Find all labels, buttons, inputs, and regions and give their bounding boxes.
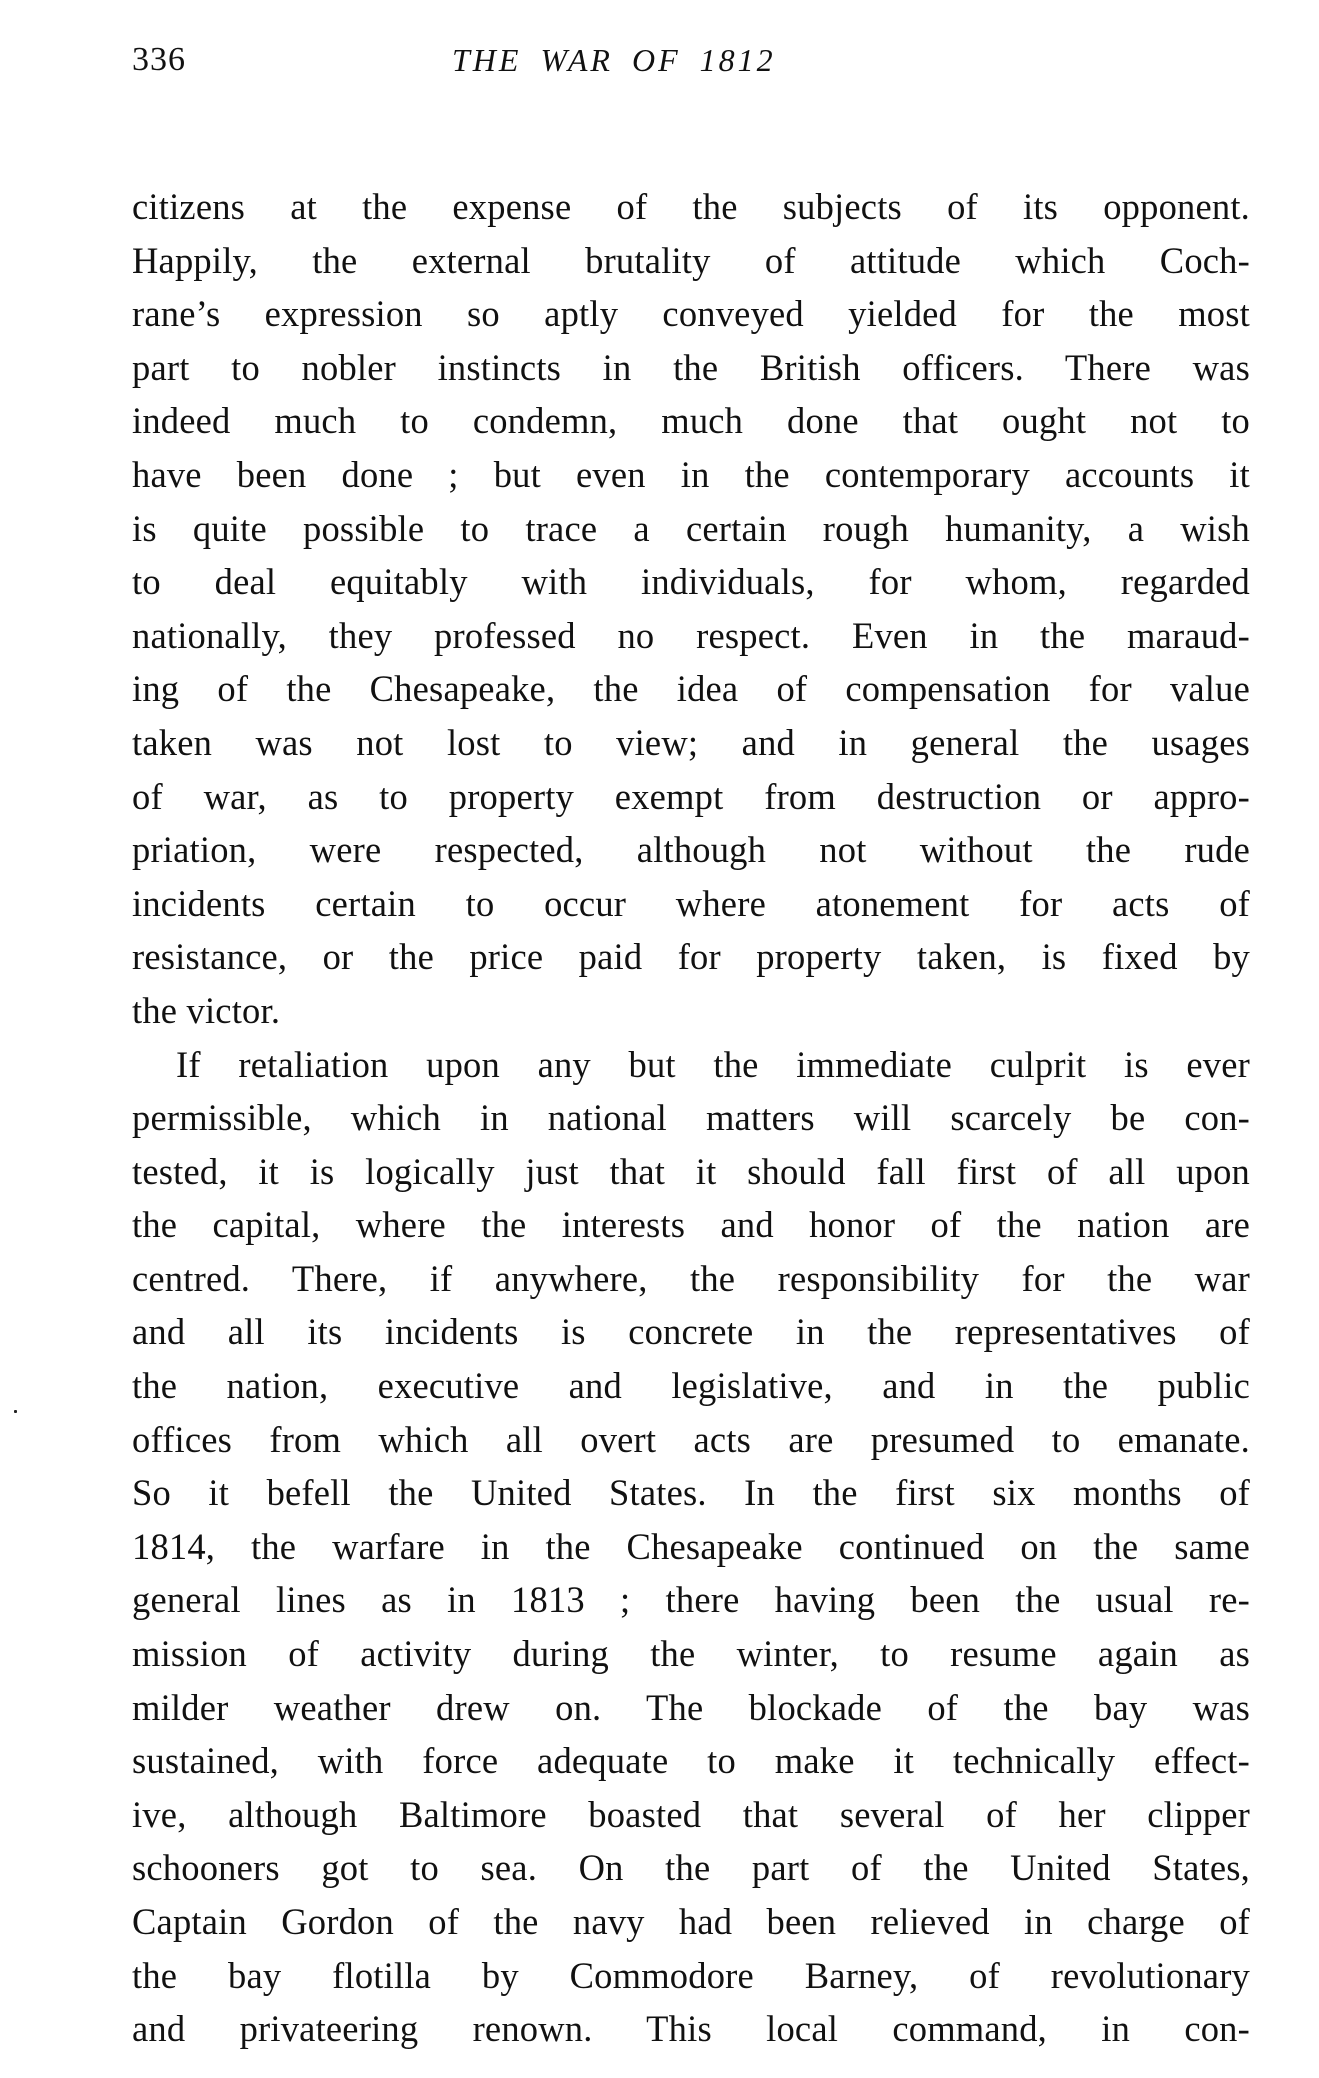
text-line: offices from which all overt acts are presumed to emanate. — [132, 1418, 1250, 1460]
text-line: to deal equitably with individuals, for whom, regarded — [132, 561, 1250, 603]
text-line: mission of activity during the winter, to resume again as — [132, 1633, 1250, 1675]
text-line: schooners got to sea. On the part of the United States, — [132, 1847, 1250, 1889]
text-line: taken was not lost to view; and in general the usages — [132, 721, 1250, 763]
paragraph-1 — [132, 180, 1250, 1038]
text-line: So it befell the United States. In the first six months of — [132, 1472, 1250, 1514]
text-line: incidents certain to occur where atonement for acts of — [132, 882, 1250, 924]
text-line: indeed much to condemn, much done that ought not to — [132, 400, 1250, 442]
text-line: of war, as to property exempt from destruction or appro- — [132, 775, 1250, 817]
running-title: THE WAR OF 1812 — [452, 42, 776, 78]
text-line: Happily, the external brutality of attitude which Coch- — [132, 239, 1250, 281]
text-line: the bay flotilla by Commodore Barney, of revolutionary — [132, 1954, 1250, 1996]
text-line: tested, it is logically just that it should fall first of all upon — [132, 1150, 1250, 1192]
text-line: ing of the Chesapeake, the idea of compensation for value — [132, 668, 1250, 710]
text-line: is quite possible to trace a certain rough humanity, a wish — [132, 507, 1250, 549]
text-line: priation, were respected, although not without the rude — [132, 829, 1250, 871]
text-line: the capital, where the interests and honor of the nation are — [132, 1204, 1250, 1246]
text-line: resistance, or the price paid for property taken, is fixed by — [132, 936, 1250, 978]
text-line: permissible, which in national matters will scarcely be con- — [132, 1097, 1250, 1139]
text-line: Captain Gordon of the navy had been relieved in charge of — [132, 1901, 1250, 1942]
text-line: and privateering renown. This local command, in con- — [132, 2008, 1250, 2050]
text-line: sustained, with force adequate to make it technically effect- — [132, 1740, 1250, 1782]
running-head — [132, 38, 1250, 82]
text-line: citizens at the expense of the subjects of its opponent. — [132, 186, 1250, 227]
text-line: centred. There, if anywhere, the responsibility for the war — [132, 1257, 1250, 1299]
text-line: nationally, they professed no respect. Even in the maraud- — [132, 614, 1250, 656]
text-line: milder weather drew on. The blockade of the bay was — [132, 1686, 1250, 1728]
text-line: the nation, executive and legislative, and in the public — [132, 1365, 1250, 1407]
text-line: If retaliation upon any but the immediate culprit is ever — [176, 1043, 1250, 1085]
text-line: part to nobler instincts in the British officers. There was — [132, 346, 1250, 388]
scan-speck — [14, 1410, 17, 1413]
paragraph-2 — [132, 1038, 1250, 2056]
text-line: 1814, the warfare in the Chesapeake continued on the same — [132, 1525, 1250, 1567]
text-line: general lines as in 1813 ; there having been the usual re- — [132, 1579, 1250, 1621]
page-number: 336 — [132, 41, 186, 78]
text-line: rane’s expression so aptly conveyed yielded for the most — [132, 293, 1250, 335]
text-line: ive, although Baltimore boasted that several of her clipper — [132, 1793, 1250, 1835]
text-line: have been done ; but even in the contemporary accounts it — [132, 453, 1250, 495]
text-line: and all its incidents is concrete in the representatives of — [132, 1311, 1250, 1353]
body-text — [132, 180, 1250, 2056]
text-line: the victor. — [132, 989, 281, 1031]
